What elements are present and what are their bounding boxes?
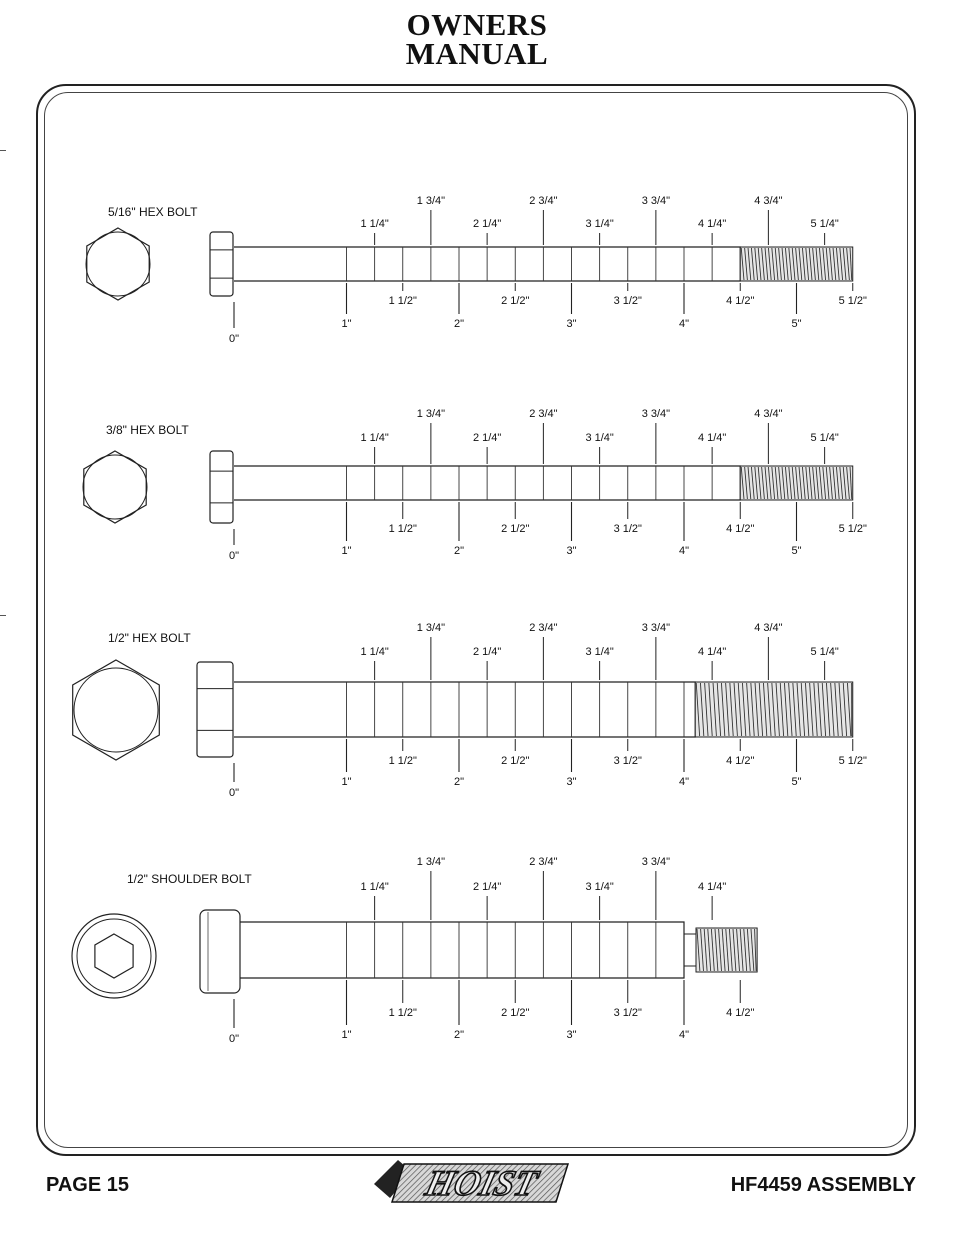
scale-label-upper: 2 1/4" — [472, 881, 502, 893]
scale-label-lower: 4 1/2" — [726, 295, 755, 307]
bolt-shank — [240, 922, 684, 978]
scale-label-high: 3 3/4" — [641, 408, 671, 420]
scale-label-upper: 4 1/4" — [697, 218, 727, 230]
scale-label-inch: 1" — [341, 318, 352, 330]
title-line-1: OWNERS — [406, 7, 548, 42]
scale-label-upper: 1 1/4" — [360, 646, 389, 658]
scale-label-high: 2 3/4" — [529, 195, 558, 207]
scale-label-lower: 1 1/2" — [388, 523, 417, 535]
scale-label-lower: 4 1/2" — [726, 755, 755, 767]
page-number: PAGE 15 — [46, 1174, 129, 1196]
scale-label-upper: 3 1/4" — [585, 432, 614, 444]
scale-label-lower: 2 1/2" — [501, 1007, 530, 1019]
svg-text:HOIST: HOIST — [421, 1162, 542, 1203]
scale-label-lower: 2 1/2" — [501, 295, 530, 307]
scale-label-inch: 1" — [341, 776, 352, 788]
end-view-circle — [72, 914, 156, 998]
scale-label-upper: 1 1/4" — [360, 218, 389, 230]
scale-label-inch: 0" — [228, 333, 240, 345]
scale-label-lower: 3 1/2" — [613, 295, 642, 307]
scale-label-high: 1 3/4" — [416, 408, 446, 420]
bolt-label: 1/2" SHOULDER BOLT — [127, 872, 252, 886]
scale-label-upper: 1 1/4" — [360, 432, 389, 444]
scale-label-lower: 5 1/2" — [838, 523, 867, 535]
scale-label-high: 4 3/4" — [754, 408, 783, 420]
scale-label-inch: 1" — [341, 1029, 352, 1041]
scale-label-lower: 2 1/2" — [501, 523, 530, 535]
scale-label-inch: 1" — [341, 545, 352, 557]
scale-label-upper: 3 1/4" — [585, 646, 614, 658]
scale-label-inch: 0" — [228, 787, 240, 799]
scale-label-inch: 5" — [791, 776, 802, 788]
scale-label-inch: 0" — [228, 1033, 240, 1045]
bolt-section-1-2-shoulder — [0, 852, 954, 1052]
end-view-chamfer-circle — [86, 232, 150, 296]
scale-label-high: 3 3/4" — [641, 856, 671, 868]
end-view-chamfer-circle — [83, 455, 147, 519]
bolt-label: 5/16" HEX BOLT — [108, 205, 198, 219]
page-title — [0, 7, 954, 71]
scale-label-high: 4 3/4" — [754, 622, 783, 634]
scale-label-inch: 2" — [453, 318, 465, 330]
scale-label-upper: 2 1/4" — [472, 218, 502, 230]
scale-label-lower: 1 1/2" — [388, 295, 417, 307]
scale-label-lower: 4 1/2" — [726, 1007, 755, 1019]
bolt-head — [200, 910, 240, 993]
scale-label-inch: 4" — [678, 776, 690, 788]
scale-label-upper: 5 1/4" — [810, 646, 839, 658]
margin-mark — [0, 150, 6, 151]
bolt-section-3-8-hex — [0, 404, 954, 584]
scale-label-inch: 4" — [678, 545, 690, 557]
scale-label-upper: 4 1/4" — [697, 881, 727, 893]
scale-label-inch: 5" — [791, 318, 802, 330]
scale-label-high: 4 3/4" — [754, 195, 783, 207]
scale-label-inch: 4" — [678, 1029, 690, 1041]
bolt-shank — [234, 682, 695, 737]
scale-label-lower: 1 1/2" — [388, 1007, 417, 1019]
scale-label-lower: 3 1/2" — [613, 1007, 642, 1019]
scale-label-upper: 2 1/4" — [472, 432, 502, 444]
scale-label-lower: 5 1/2" — [838, 755, 867, 767]
scale-label-inch: 0" — [228, 550, 240, 562]
bolt-section-1-2-hex — [0, 617, 954, 807]
scale-label-high: 1 3/4" — [416, 195, 446, 207]
scale-label-lower: 3 1/2" — [613, 755, 642, 767]
scale-label-high: 2 3/4" — [529, 408, 558, 420]
end-view-chamfer-circle — [74, 668, 158, 752]
scale-label-inch: 4" — [678, 318, 690, 330]
bolt-head — [210, 232, 233, 296]
scale-label-inch: 3" — [566, 318, 577, 330]
scale-label-upper: 5 1/4" — [810, 218, 839, 230]
scale-label-inch: 2" — [453, 776, 465, 788]
scale-label-inch: 3" — [566, 1029, 577, 1041]
end-view-inner-circle — [77, 919, 151, 993]
hex-end-view — [84, 451, 146, 523]
scale-label-high: 1 3/4" — [416, 856, 446, 868]
scale-label-high: 3 3/4" — [641, 195, 671, 207]
scale-label-high: 2 3/4" — [529, 622, 558, 634]
hoist-logo — [368, 1150, 580, 1214]
bolt-head — [210, 451, 233, 523]
scale-label-lower: 2 1/2" — [501, 755, 530, 767]
scale-label-upper: 5 1/4" — [810, 432, 839, 444]
scale-label-lower: 4 1/2" — [726, 523, 755, 535]
bolt-section-5-16-hex — [0, 185, 954, 365]
scale-label-inch: 5" — [791, 545, 802, 557]
title-line-2: MANUAL — [405, 36, 549, 71]
socket-hex-icon — [95, 934, 133, 978]
bolt-head — [197, 662, 233, 757]
hex-end-view — [73, 660, 160, 760]
document-title: HF4459 ASSEMBLY — [730, 1174, 916, 1196]
scale-label-inch: 2" — [453, 1029, 465, 1041]
scale-label-inch: 2" — [453, 545, 465, 557]
scale-label-upper: 3 1/4" — [585, 218, 614, 230]
scale-label-upper: 4 1/4" — [697, 432, 727, 444]
scale-label-high: 2 3/4" — [529, 856, 558, 868]
scale-label-high: 3 3/4" — [641, 622, 671, 634]
margin-mark — [0, 615, 6, 616]
scale-label-lower: 5 1/2" — [838, 295, 867, 307]
bolt-label: 3/8" HEX BOLT — [106, 423, 189, 437]
scale-label-lower: 3 1/2" — [613, 523, 642, 535]
hex-end-view — [87, 228, 149, 300]
scale-label-lower: 1 1/2" — [388, 755, 417, 767]
bolt-diagram — [0, 185, 954, 375]
scale-label-inch: 3" — [566, 776, 577, 788]
scale-label-inch: 3" — [566, 545, 577, 557]
scale-label-high: 1 3/4" — [416, 622, 446, 634]
scale-label-upper: 1 1/4" — [360, 881, 389, 893]
scale-label-upper: 2 1/4" — [472, 646, 502, 658]
scale-label-upper: 4 1/4" — [697, 646, 727, 658]
scale-label-upper: 3 1/4" — [585, 881, 614, 893]
bolt-label: 1/2" HEX BOLT — [108, 631, 191, 645]
